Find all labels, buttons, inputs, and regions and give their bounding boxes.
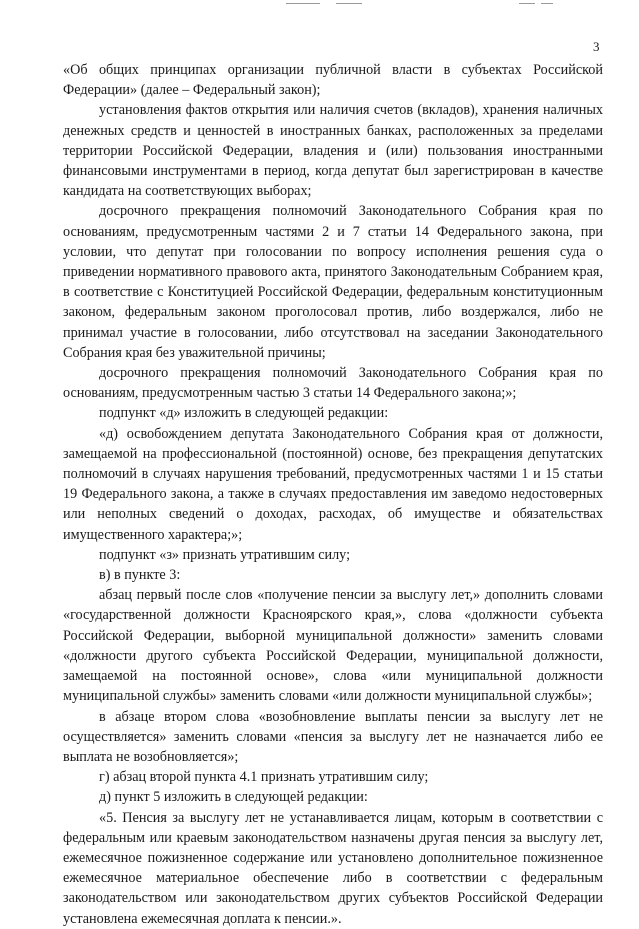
paragraph: «д) освобождением депутата Законодательного Собрания края от должности, замещаемой на профессиональной (постоянной) основе, без прекращения депутатских полномочий в случаях нарушения требований, предусмотренных частями 1 и 15 статьи 19 Федерального закона, а также в случаях предоставления им заведомо недостоверных или неполных сведений о доходах, расходах, об имуществе и обязательствах имущественного характера;»; (63, 425, 603, 543)
paragraph: подпункт «з» признать утратившим силу; (99, 546, 351, 563)
paragraph: «Об общих принципах организации публичной власти в субъектах Российской Федерации» (далее – Федеральный закон); (63, 62, 603, 99)
paragraph: досрочного прекращения полномочий Законодательного Собрания края по основаниям, предусмотренным частью 3 статьи 14 Федерального закона;»; (63, 365, 603, 402)
paragraph: установления фактов открытия или наличия счетов (вкладов), хранения наличных денежных средств и ценностей в иностранных банках, расположенных за пределами территории Российской Федерации, владения и (или) пользования иностранными финансовыми инструментами в период, когда депутат был зарегистрирован в качестве кандидата на соответствующих выборах; (63, 102, 603, 200)
paragraph: «5. Пенсия за выслугу лет не устанавливается лицам, которым в соответствии с федеральным или краевым законодательством назначены другая пенсия за выслугу лет, ежемесячное пожизненное содержание или установлено дополнительное пожизненное ежемесячное материальное обеспечение либо в соответствии с федеральным законодательством или законодательством других субъектов Российской Федерации установлена ежемесячная доплата к пенсии.». (63, 809, 603, 927)
paragraph: в абзаце втором слова «возобновление выплаты пенсии за выслугу лет не осуществляется» заменить словами «пенсия за выслугу лет не назначается либо ее выплата не возобновляется»; (63, 708, 603, 765)
scan-artifact-line (519, 3, 535, 4)
paragraph: д) пункт 5 изложить в следующей редакции: (99, 789, 368, 806)
paragraph: подпункт «д» изложить в следующей редакции: (99, 405, 389, 422)
paragraph: г) абзац второй пункта 4.1 признать утратившим силу; (99, 769, 429, 786)
paragraph: абзац первый после слов «получение пенсии за выслугу лет,» дополнить словами «государственной должности Красноярского края,», слова «должности субъекта Российской Федерации, выборной муниципальной должности» заменить словами «должности другого субъекта Российской Федерации, муниципальной должности, замещаемой на постоянной основе», слова «или муниципальной должности муниципальной службы» заменить словами «или должности муниципальной службы»; (63, 587, 603, 705)
paragraph: досрочного прекращения полномочий Законодательного Собрания края по основаниям, предусмотренным частями 2 и 7 статьи 14 Федерального закона, при условии, что депутат при голосовании по вопросу исполнения решения суда о приведении нормативного правового акта, принятого Законодательным Собранием края, в соответствие с Конституцией Российской Федерации, федеральным конституционным законом, федеральным законом проголосовал против, либо воздержался, либо не принимал участие в голосовании, либо отсутствовал на заседании Законодательного Собрания края без уважительной причины; (63, 203, 603, 361)
scan-artifact-line (336, 3, 362, 4)
paragraph: в) в пункте 3: (99, 567, 181, 584)
scan-artifact-line (286, 3, 320, 4)
document-body (63, 60, 603, 929)
scan-artifact-line (541, 3, 553, 4)
page-number: 3 (593, 39, 600, 54)
